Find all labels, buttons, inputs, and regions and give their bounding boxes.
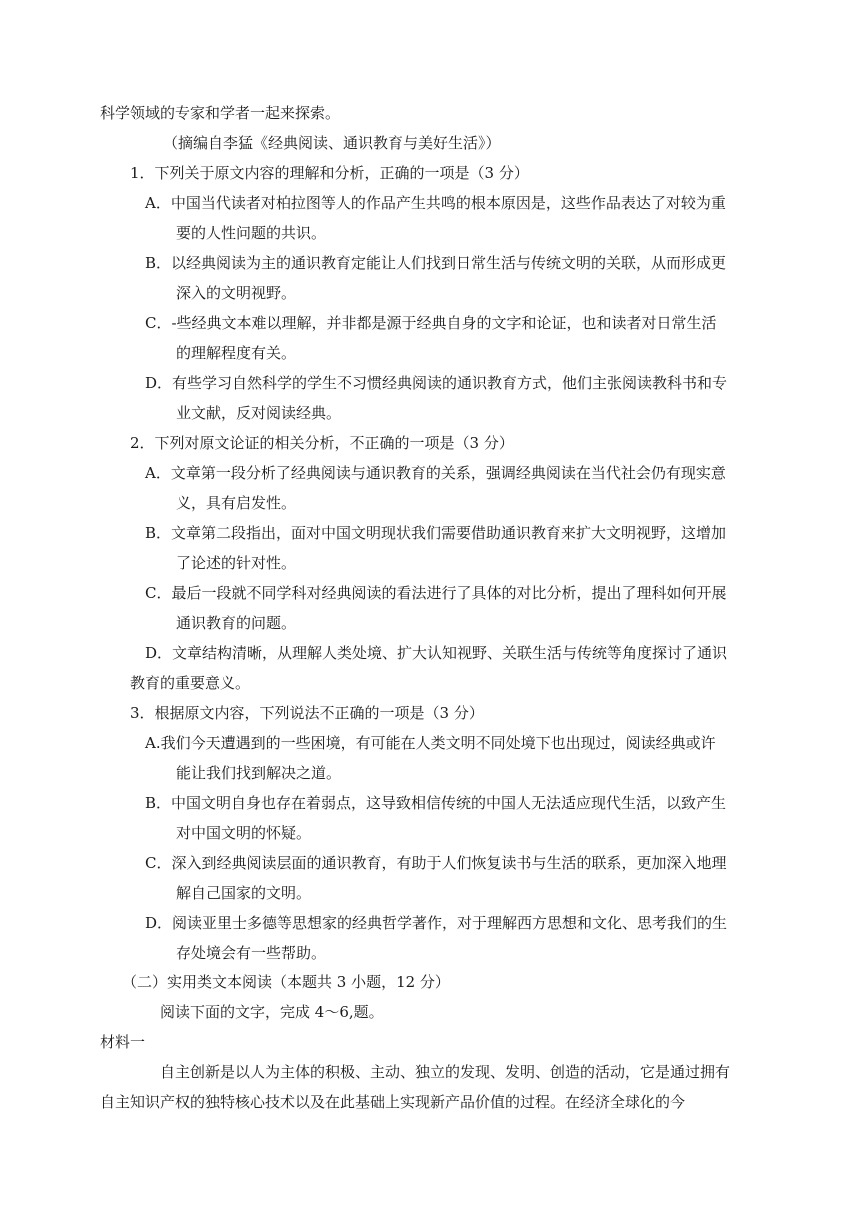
text-line: C．-些经典文本难以理解，并非都是源于经典自身的文字和论证，也和读者对日常生活 [145,314,717,332]
text-line: 材料一 [100,1033,146,1051]
text-line: D．文章结构清晰，从理解人类处境、扩大认知视野、关联生活与传统等角度探讨了通识 [145,644,728,662]
text-line: D．有些学习自然科学的学生不习惯经典阅读的通识教育方式，他们主张阅读教科书和专 [145,374,728,392]
text-line: 存处境会有一些帮助。 [176,944,327,962]
text-line: C．深入到经典阅读层面的通识教育，有助于人们恢复读书与生活的联系，更加深入地理 [145,854,727,872]
text-line: （二）实用类文本阅读（本题共 3 小题，12 分） [122,973,450,991]
text-line: C．最后一段就不同学科对经典阅读的看法进行了具体的对比分析，提出了理科如何开展 [145,584,727,602]
text-line: B．以经典阅读为主的通识教育定能让人们找到日常生活与传统文明的关联，从而形成更 [145,254,727,272]
text-line: （摘编自李猛《经典阅读、通识教育与美好生活》） [163,134,501,152]
text-line: 解自己国家的文明。 [176,884,312,902]
text-line: A．文章第一段分析了经典阅读与通识教育的关系，强调经典阅读在当代社会仍有现实意 [145,464,726,482]
text-line: 的理解程度有关。 [176,344,297,362]
text-line: 了论述的针对性。 [176,554,297,572]
text-line: 科学领域的专家和学者一起来探索。 [100,104,341,122]
text-line: B．中国文明自身也存在着弱点，这导致相信传统的中国人无法适应现代生活，以致产生 [145,794,727,812]
text-line: 3．根据原文内容，下列说法不正确的一项是（3 分） [130,704,484,722]
text-line: 业文献，反对阅读经典。 [176,404,342,422]
text-line: A．中国当代读者对柏拉图等人的作品产生共鸣的根本原因是，这些作品表达了对较为重 [145,194,726,212]
text-line: 自主创新是以人为主体的积极、主动、独立的发现、发明、创造的活动，它是通过拥有 [160,1063,731,1081]
text-line: 1．下列关于原文内容的理解和分析，正确的一项是（3 分） [130,164,529,182]
text-line: 阅读下面的文字，完成 4～6,题。 [160,1003,384,1021]
text-line: 2．下列对原文论证的相关分析，不正确的一项是（3 分） [130,434,514,452]
text-line: A.我们今天遭遇到的一些困境，有可能在人类文明不同处境下也出现过，阅读经典或许 [145,734,716,752]
text-line: D．阅读亚里士多德等思想家的经典哲学著作，对于理解西方思想和文化、思考我们的生 [145,914,728,932]
text-line: 要的人性问题的共识。 [176,224,327,242]
text-line: 能让我们找到解决之道。 [176,764,342,782]
text-line: 义，具有启发性。 [176,494,297,512]
text-line: B．文章第二段指出，面对中国文明现状我们需要借助通识教育来扩大文明视野，这增加 [145,524,727,542]
text-line: 对中国文明的怀疑。 [176,824,312,842]
text-line: 教育的重要意义。 [130,674,251,692]
text-line: 通识教育的问题。 [176,614,297,632]
text-line: 深入的文明视野。 [176,284,297,302]
text-line: 自主知识产权的独特核心技术以及在此基础上实现新产品价值的过程。在经济全球化的今 [100,1093,686,1111]
